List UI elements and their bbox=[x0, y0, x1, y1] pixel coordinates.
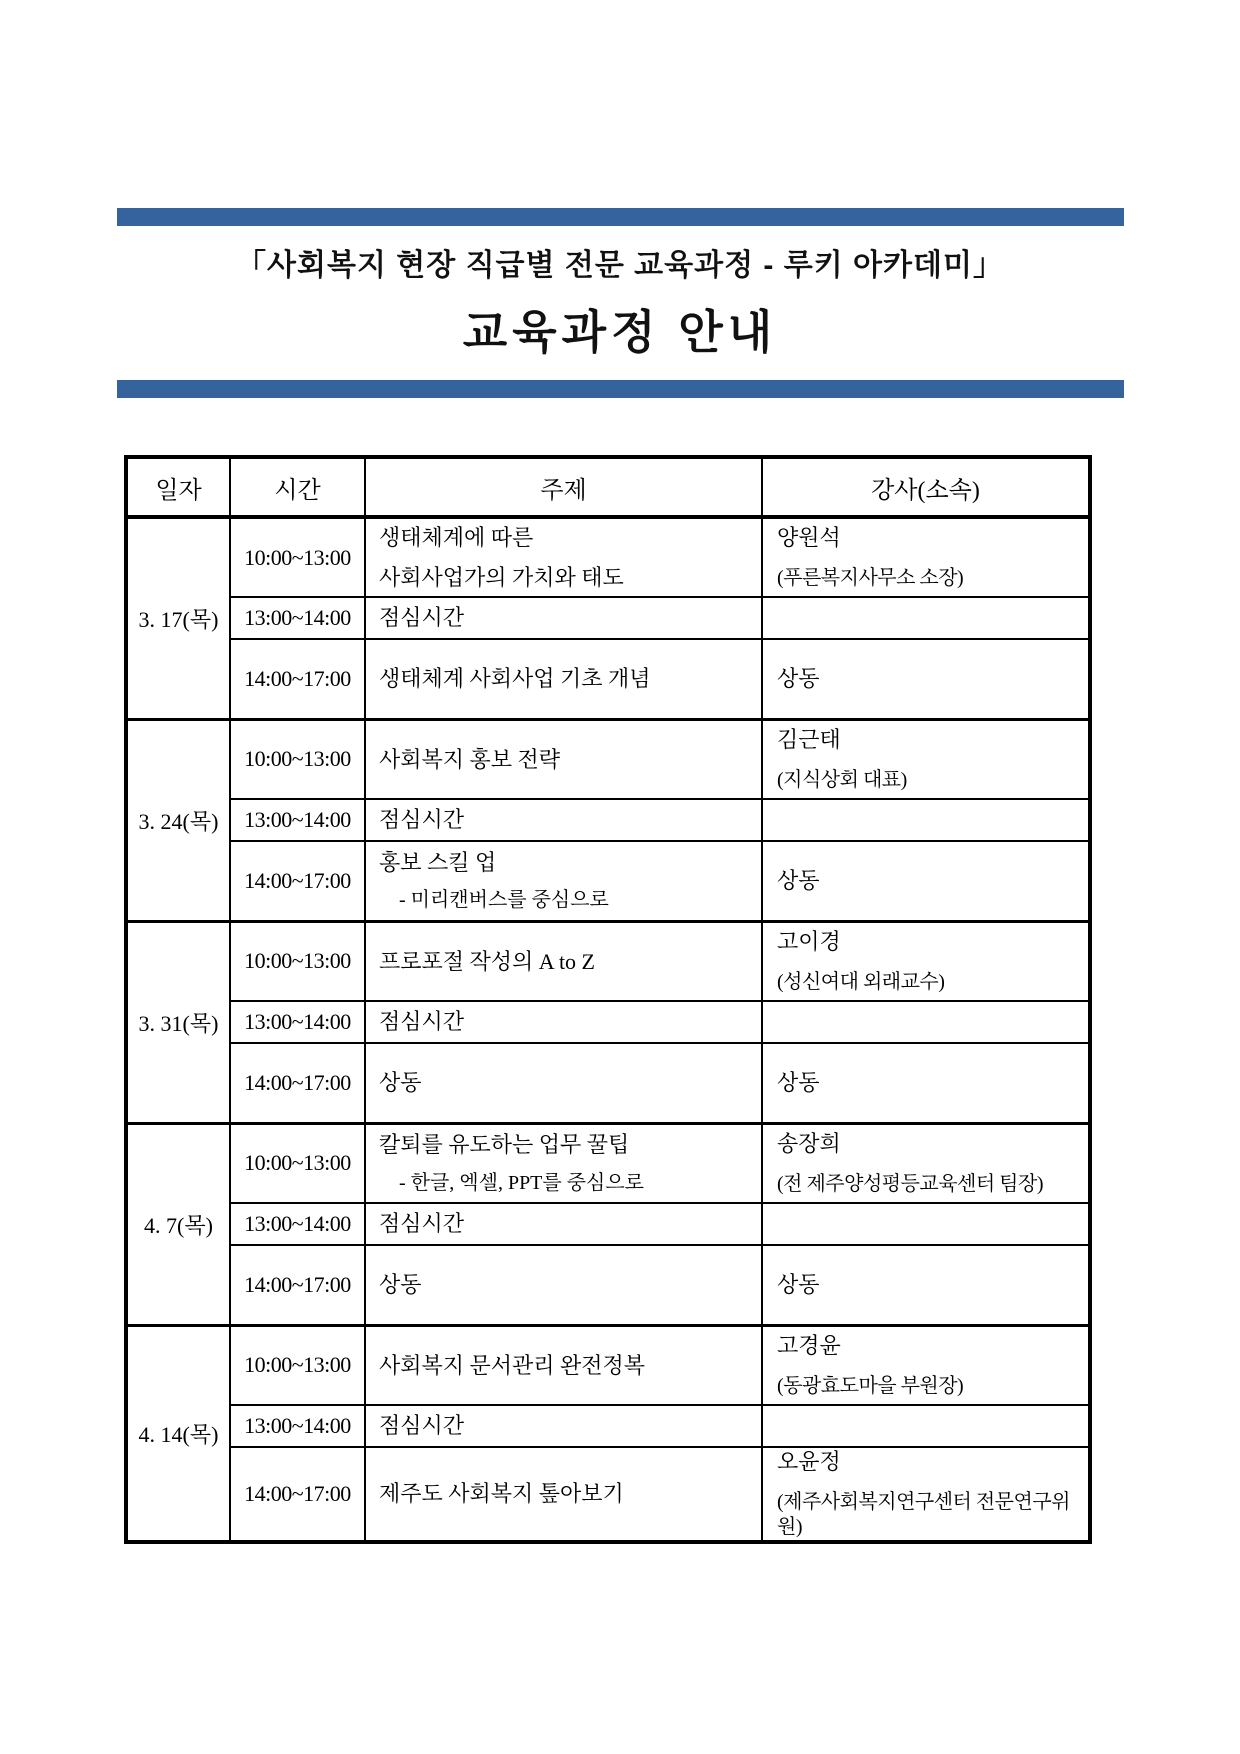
date-cell: 3. 24(목) bbox=[126, 719, 230, 921]
time-cell: 14:00~17:00 bbox=[230, 639, 365, 719]
topic-cell bbox=[365, 841, 762, 921]
topic-cell bbox=[365, 639, 762, 719]
table-row bbox=[126, 1447, 1090, 1542]
instructor-cell bbox=[762, 597, 1090, 639]
topic-line: 칼퇴를 유도하는 업무 꿀팁 bbox=[379, 1132, 630, 1157]
table-row bbox=[126, 639, 1090, 719]
topic-line: 사회복지 문서관리 완전정복 bbox=[379, 1352, 646, 1378]
time-cell: 14:00~17:00 bbox=[230, 841, 365, 921]
instructor-affiliation: (지식상회 대표) bbox=[777, 768, 907, 791]
instructor-cell bbox=[762, 1123, 1090, 1203]
topic-line: 점심시간 bbox=[379, 605, 465, 631]
instructor-cell bbox=[762, 841, 1090, 921]
table-row bbox=[126, 1001, 1090, 1043]
time-cell: 10:00~13:00 bbox=[230, 719, 365, 799]
instructor-name: 상동 bbox=[777, 1070, 820, 1095]
date-cell: 4. 14(목) bbox=[126, 1325, 230, 1542]
table-row bbox=[126, 517, 1090, 597]
table-row bbox=[126, 841, 1090, 921]
instructor-name: 상동 bbox=[777, 868, 820, 893]
topic-cell bbox=[365, 1245, 762, 1325]
instructor-cell bbox=[762, 1325, 1090, 1405]
topic-line: 생태체계에 따른 bbox=[379, 525, 534, 550]
instructor-cell bbox=[762, 1405, 1090, 1447]
topic-cell bbox=[365, 517, 762, 597]
date-cell: 4. 7(목) bbox=[126, 1123, 230, 1325]
time-cell: 10:00~13:00 bbox=[230, 1123, 365, 1203]
topic-line: 프로포절 작성의 A to Z bbox=[379, 948, 595, 974]
instructor-cell bbox=[762, 1447, 1090, 1542]
topic-line: 점심시간 bbox=[379, 807, 465, 833]
column-header-instructor: 강사(소속) bbox=[762, 457, 1090, 517]
instructor-affiliation: (전 제주양성평등교육센터 팀장) bbox=[777, 1172, 1043, 1195]
topic-cell bbox=[365, 1447, 762, 1542]
time-cell: 13:00~14:00 bbox=[230, 1405, 365, 1447]
table-row bbox=[126, 597, 1090, 639]
instructor-cell bbox=[762, 1043, 1090, 1123]
topic-subline: - 미리캔버스를 중심으로 bbox=[399, 889, 609, 911]
time-cell: 13:00~14:00 bbox=[230, 799, 365, 841]
instructor-cell bbox=[762, 1001, 1090, 1043]
instructor-name: 상동 bbox=[777, 666, 820, 691]
time-cell: 10:00~13:00 bbox=[230, 1325, 365, 1405]
topic-line: 점심시간 bbox=[379, 1413, 465, 1439]
topic-line: 사회사업가의 가치와 태도 bbox=[379, 564, 624, 590]
instructor-cell bbox=[762, 921, 1090, 1001]
instructor-cell bbox=[762, 639, 1090, 719]
table-row bbox=[126, 799, 1090, 841]
instructor-cell bbox=[762, 799, 1090, 841]
topic-cell bbox=[365, 1325, 762, 1405]
instructor-affiliation: (성신여대 외래교수) bbox=[777, 970, 945, 993]
topic-cell bbox=[365, 799, 762, 841]
column-header-topic: 주제 bbox=[365, 457, 762, 517]
topic-cell bbox=[365, 1405, 762, 1447]
instructor-name: 양원석 bbox=[777, 525, 841, 551]
table-row bbox=[126, 719, 1090, 799]
instructor-cell bbox=[762, 1245, 1090, 1325]
table-row bbox=[126, 921, 1090, 1001]
table-row bbox=[126, 1405, 1090, 1447]
topic-line: 생태체계 사회사업 기초 개념 bbox=[379, 666, 651, 691]
date-cell: 3. 17(목) bbox=[126, 517, 230, 719]
time-cell: 14:00~17:00 bbox=[230, 1043, 365, 1123]
instructor-cell bbox=[762, 1203, 1090, 1245]
column-header-date: 일자 bbox=[126, 457, 230, 517]
schedule-table bbox=[124, 455, 1092, 1544]
topic-cell bbox=[365, 597, 762, 639]
instructor-affiliation: (동광효도마을 부원장) bbox=[777, 1374, 964, 1397]
date-cell: 3. 31(목) bbox=[126, 921, 230, 1123]
instructor-name: 오윤정 bbox=[777, 1449, 841, 1474]
instructor-affiliation: (제주사회복지연구센터 전문연구위원) bbox=[777, 1490, 1070, 1538]
topic-line: 점심시간 bbox=[379, 1009, 465, 1035]
topic-line: 점심시간 bbox=[379, 1211, 465, 1237]
topic-line: 제주도 사회복지 톺아보기 bbox=[379, 1481, 624, 1506]
table-row bbox=[126, 1043, 1090, 1123]
instructor-affiliation: (푸른복지사무소 소장) bbox=[777, 566, 964, 589]
instructor-name: 고이경 bbox=[777, 929, 841, 954]
topic-cell bbox=[365, 1203, 762, 1245]
instructor-name: 김근태 bbox=[777, 727, 841, 752]
topic-line: 사회복지 홍보 전략 bbox=[379, 746, 561, 772]
topic-cell bbox=[365, 1001, 762, 1043]
topic-cell bbox=[365, 719, 762, 799]
topic-subline: - 한글, 엑셀, PPT를 중심으로 bbox=[399, 1171, 645, 1194]
instructor-cell bbox=[762, 719, 1090, 799]
instructor-cell bbox=[762, 517, 1090, 597]
time-cell: 10:00~13:00 bbox=[230, 517, 365, 597]
divider-bar-top bbox=[117, 208, 1124, 226]
page-title: 교육과정 안내 bbox=[462, 306, 778, 358]
instructor-name: 송장희 bbox=[777, 1131, 841, 1156]
topic-cell bbox=[365, 921, 762, 1001]
time-cell: 13:00~14:00 bbox=[230, 597, 365, 639]
time-cell: 14:00~17:00 bbox=[230, 1245, 365, 1325]
topic-line: 상동 bbox=[379, 1272, 422, 1297]
instructor-name: 상동 bbox=[777, 1272, 820, 1297]
time-cell: 13:00~14:00 bbox=[230, 1001, 365, 1043]
time-cell: 10:00~13:00 bbox=[230, 921, 365, 1001]
document-subtitle: 「사회복지 현장 직급별 전문 교육과정 - 루키 아카데미」 bbox=[236, 249, 1004, 282]
topic-cell bbox=[365, 1043, 762, 1123]
time-cell: 13:00~14:00 bbox=[230, 1203, 365, 1245]
topic-cell bbox=[365, 1123, 762, 1203]
table-row bbox=[126, 1203, 1090, 1245]
header-row bbox=[126, 457, 1090, 517]
table-row bbox=[126, 1325, 1090, 1405]
table-row bbox=[126, 1245, 1090, 1325]
topic-line: 상동 bbox=[379, 1070, 422, 1095]
table-row bbox=[126, 1123, 1090, 1203]
time-cell: 14:00~17:00 bbox=[230, 1447, 365, 1542]
topic-line: 홍보 스킬 업 bbox=[379, 849, 497, 875]
instructor-name: 고경윤 bbox=[777, 1333, 841, 1358]
column-header-time: 시간 bbox=[230, 457, 365, 517]
divider-bar-bottom bbox=[117, 380, 1124, 398]
